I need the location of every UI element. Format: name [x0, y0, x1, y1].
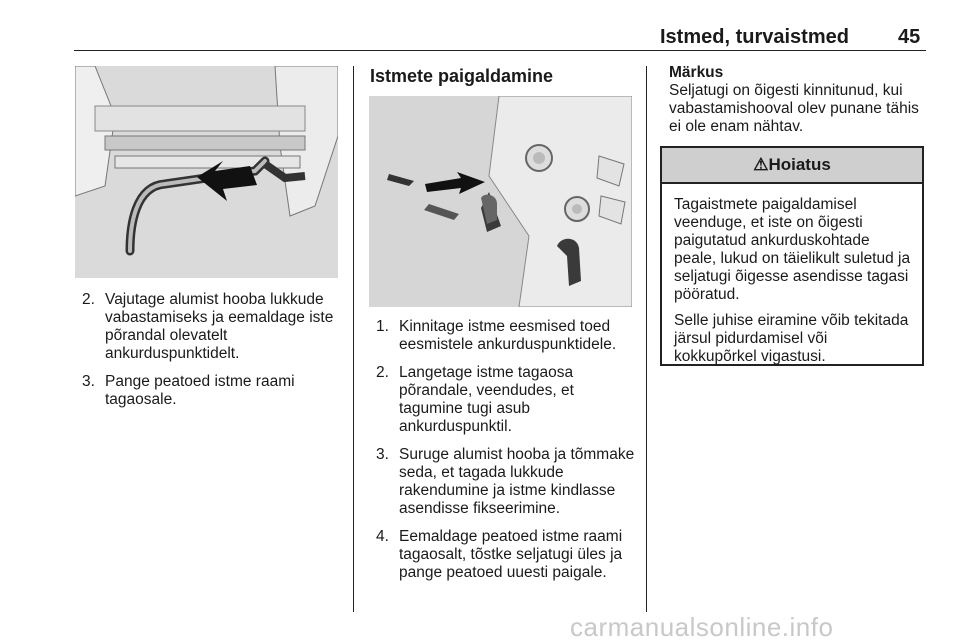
list-item: 2. Vajutage alumist hooba lukkude vabastamiseks ja eemaldage iste põrandal olevatelt ankurduspunktidelt. — [82, 291, 334, 362]
column-divider — [353, 66, 354, 612]
list-item: 3. Suruge alumist hooba ja tõmmake seda, et tagada lukkude rakendumine ja istme kindlasse asendisse fikseerimine. — [376, 446, 635, 517]
warning-header — [662, 148, 922, 184]
note-text: Seljatugi on õigesti kinnitunud, kui vabastamishooval olev punane tähis ei ole enam nähtav. — [669, 82, 919, 135]
list-item: 3. Pange peatoed istme raami tagaosale. — [82, 373, 295, 408]
section-heading: Istmete paigaldamine — [370, 66, 554, 86]
page-number: 45 — [898, 26, 921, 48]
warning-title: Hoiatus — [768, 155, 831, 174]
warning-body — [662, 184, 922, 366]
column-divider — [646, 66, 647, 612]
page-header-title: Istmed, turvaistmed — [660, 26, 849, 48]
list-item: 4. Eemaldage peatoed istme raami tagaosalt, tõstke seljatugi üles ja pange peatoed uuesti paigale. — [376, 528, 623, 581]
note-block — [669, 64, 931, 136]
list-item: 2. Langetage istme tagaosa põrandale, veendudes, et tagumine tugi asub ankurduspunktil. — [376, 364, 574, 435]
seat-installation-illustration — [369, 96, 632, 307]
list-item: 1. Kinnitage istme eesmised toed eesmistele ankurduspunktidele. — [376, 318, 617, 353]
seat-lever-illustration — [75, 66, 338, 278]
warning-paragraph: Selle juhise eiramine võib tekitada järsul pidurdamisel või kokkupõrkel vigastusi. — [674, 312, 909, 365]
header-rule — [74, 50, 926, 51]
step-list — [80, 291, 342, 419]
footer-watermark-url: carmanualsonline.info — [570, 612, 834, 642]
note-title: Märkus — [669, 64, 724, 81]
warning-icon: ⚠ — [753, 155, 769, 174]
warning-paragraph: Tagaistmete paigaldamisel veenduge, et iste on õigesti paigutatud ankurduskohtade peale, lukud on täielikult suletud ja seljatugi õigesse asendisse tagasi pööratud. — [674, 196, 911, 303]
step-list — [374, 318, 636, 592]
warning-box — [660, 146, 924, 366]
